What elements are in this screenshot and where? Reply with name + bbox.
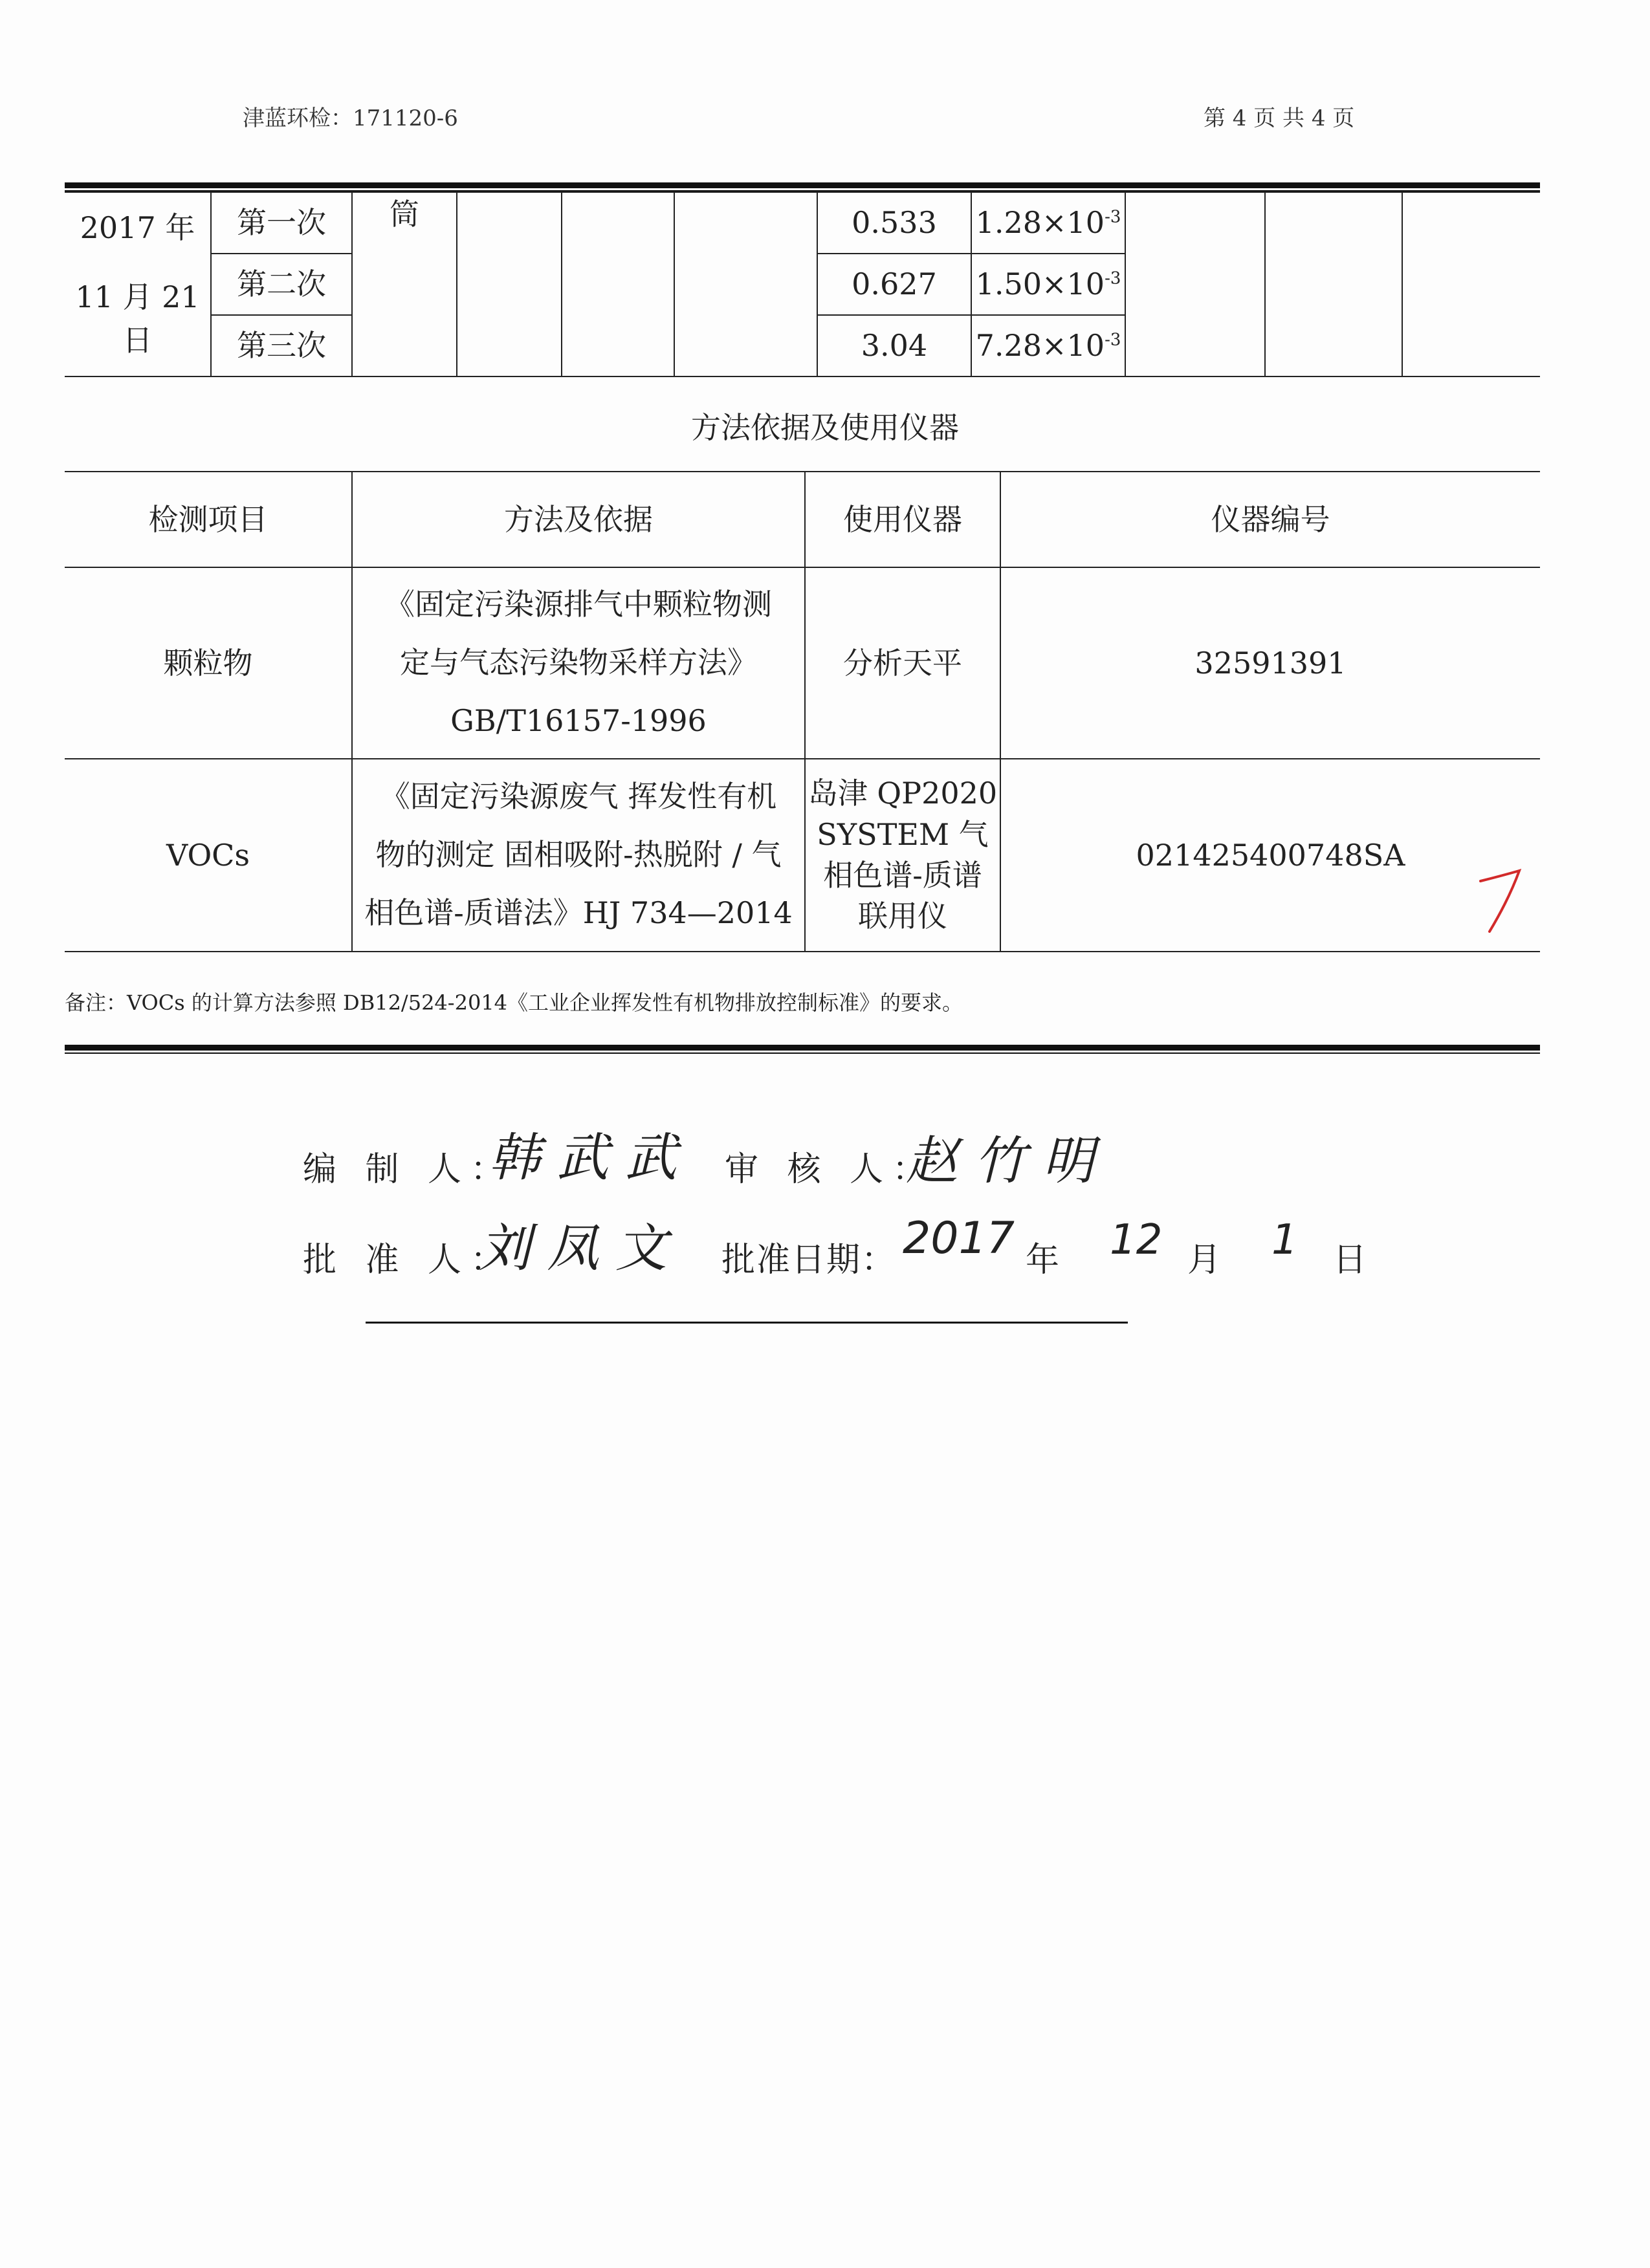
bottom-thick-rule: [65, 1045, 1540, 1051]
approver-label: 批 准 人：: [303, 1241, 514, 1280]
sample-table: [65, 191, 1540, 377]
method-particulate: 《固定污染源排气中颗粒物测 定与气态污染物采样方法》 GB/T16157-1996: [352, 567, 805, 759]
empty-cell: [457, 192, 562, 376]
item-vocs: VOCs: [65, 759, 352, 952]
methods-table: [65, 471, 1540, 952]
rate-cell: $1.50\times 10^{-3}$: [971, 254, 1125, 315]
source-cell: 筒: [352, 192, 457, 376]
value-cell: 0.627: [817, 254, 971, 315]
rate-cell: $7.28\times 10^{-3}$: [971, 315, 1125, 376]
empty-cell: [1402, 192, 1540, 376]
signature-underline: [366, 1322, 1128, 1324]
header-number: 仪器编号: [1000, 472, 1540, 567]
row-label: 第一次: [211, 192, 352, 254]
month-unit: 月: [1187, 1241, 1231, 1280]
page-indicator: 第 4 页 共 4 页: [1204, 105, 1355, 131]
header-instrument: 使用仪器: [805, 472, 1000, 567]
instrument-particulate: 分析天平: [805, 567, 1000, 759]
number-particulate: 32591391: [1000, 567, 1540, 759]
day-unit: 日: [1333, 1241, 1376, 1280]
value-cell: 3.04: [817, 315, 971, 376]
method-vocs: 《固定污染源废气 挥发性有机 物的测定 固相吸附-热脱附 / 气 相色谱-质谱法》HJ 734—2014: [352, 759, 805, 952]
compiler-signature: 韩 武 武: [489, 1128, 677, 1188]
top-thick-rule: [65, 182, 1540, 188]
empty-cell: [562, 192, 674, 376]
year-unit: 年: [1026, 1241, 1069, 1280]
compiler-label: 编 制 人：: [303, 1150, 514, 1189]
red-check-mark-icon: [1475, 867, 1527, 938]
empty-cell: [1125, 192, 1265, 376]
bottom-thin-rule: [65, 1052, 1540, 1054]
approval-date-label: 批准日期：: [721, 1241, 897, 1280]
row-label: 第三次: [211, 315, 352, 376]
reviewer-label: 审 核 人：: [725, 1150, 936, 1189]
empty-cell: [674, 192, 817, 376]
approval-day: 1: [1271, 1216, 1298, 1264]
approval-year: 2017: [903, 1213, 1015, 1264]
methods-section-title: 方法依据及使用仪器: [691, 410, 959, 445]
report-number: 津蓝环检：171120-6: [243, 105, 458, 131]
approval-month: 12: [1110, 1216, 1163, 1264]
number-vocs: 021425400748SA: [1000, 759, 1540, 952]
item-particulate: 颗粒物: [65, 567, 352, 759]
reviewer-signature: 赵 竹 明: [906, 1131, 1094, 1191]
approver-signature: 刘 凤 文: [479, 1218, 667, 1278]
rate-cell: $1.28\times 10^{-3}$: [971, 192, 1125, 254]
sample-date: 2017 年 11 月 21 日: [65, 192, 211, 376]
instrument-vocs: 岛津 QP2020 SYSTEM 气 相色谱-质谱 联用仪: [805, 759, 1000, 952]
empty-cell: [1265, 192, 1402, 376]
header-item: 检测项目: [65, 472, 352, 567]
remarks-note: 备注：VOCs 的计算方法参照 DB12/524-2014《工业企业挥发性有机物排放控制标准》的要求。: [65, 990, 963, 1015]
row-label: 第二次: [211, 254, 352, 315]
value-cell: 0.533: [817, 192, 971, 254]
header-method: 方法及依据: [352, 472, 805, 567]
